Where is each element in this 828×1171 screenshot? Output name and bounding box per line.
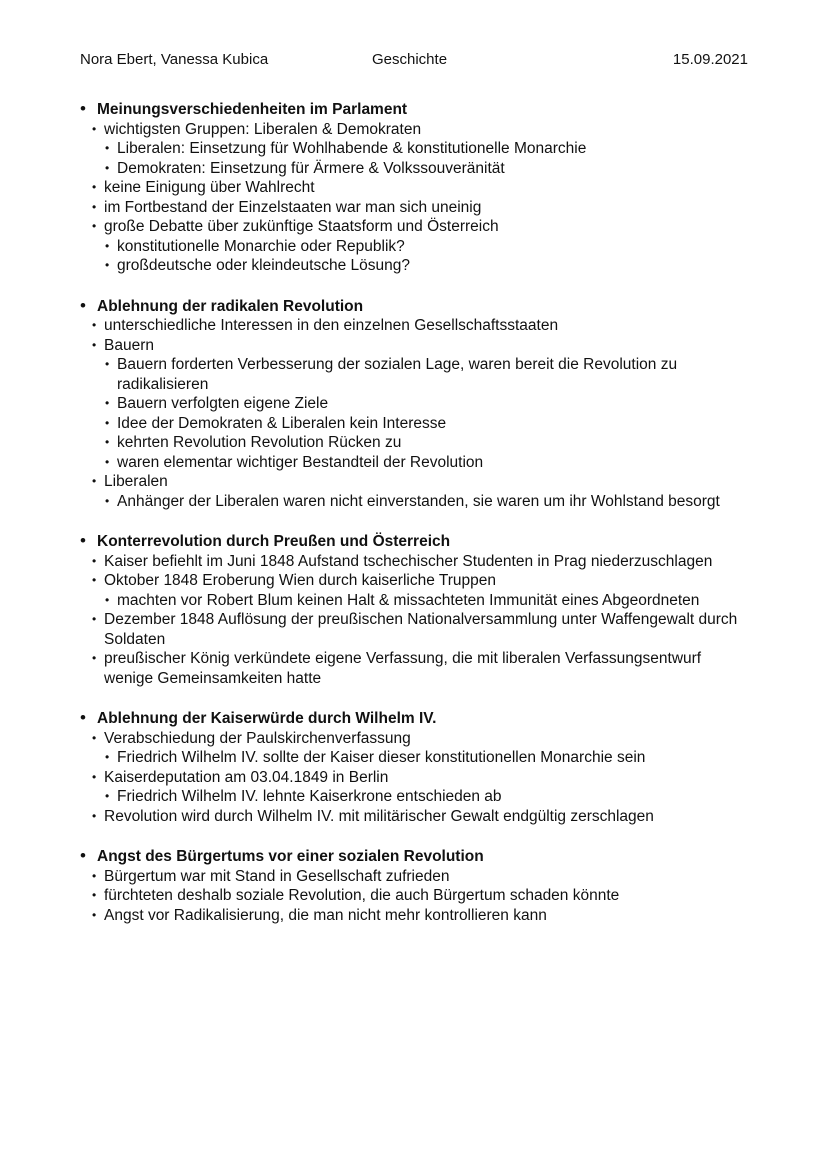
bullet-item: • im Fortbestand der Einzelstaaten war man sich uneinig bbox=[80, 198, 750, 218]
bullet-item: • Liberalen bbox=[80, 472, 750, 492]
sub-bullet-item: • Demokraten: Einsetzung für Ärmere & Volkssouveränität bbox=[80, 159, 750, 179]
sub-bullet-item: • Idee der Demokraten & Liberalen kein Interesse bbox=[80, 414, 750, 434]
bullet-item: • Bauern bbox=[80, 336, 750, 356]
bullet-item: • Verabschiedung der Paulskirchenverfassung bbox=[80, 729, 750, 749]
authors: Nora Ebert, Vanessa Kubica bbox=[80, 51, 269, 68]
bullet-item: • Bürgertum war mit Stand in Gesellschaft zufrieden bbox=[80, 867, 750, 887]
sub-bullet-item: • konstitutionelle Monarchie oder Republik? bbox=[80, 237, 750, 257]
sub-bullet-item: • Bauern verfolgten eigene Ziele bbox=[80, 394, 750, 414]
subject: Geschichte bbox=[372, 51, 448, 68]
bullet-item: • Oktober 1848 Eroberung Wien durch kaiserliche Truppen bbox=[80, 571, 750, 591]
bullet-item: • unterschiedliche Interessen in den einzelnen Gesellschaftsstaaten bbox=[80, 316, 750, 336]
sub-bullet-item: • Liberalen: Einsetzung für Wohlhabende & konstitutionelle Monarchie bbox=[80, 139, 750, 159]
bullet-item: • keine Einigung über Wahlrecht bbox=[80, 178, 750, 198]
bullet-item: • preußischer König verkündete eigene Verfassung, die mit liberalen Verfassungsentwurf wenige Gemeinsamkeiten hatte bbox=[80, 649, 750, 688]
section-title: • Angst des Bürgertums vor einer sozialen Revolution bbox=[80, 847, 750, 867]
section bbox=[80, 847, 750, 925]
page-header bbox=[80, 50, 748, 70]
bullet-item: • Angst vor Radikalisierung, die man nicht mehr kontrollieren kann bbox=[80, 906, 750, 926]
bullet-item: • wichtigsten Gruppen: Liberalen & Demokraten bbox=[80, 120, 750, 140]
bullet-item: • Dezember 1848 Auflösung der preußischen Nationalversammlung unter Waffengewalt durch Soldaten bbox=[80, 610, 750, 649]
sub-bullet-item: • Bauern forderten Verbesserung der sozialen Lage, waren bereit die Revolution zu radikalisieren bbox=[80, 355, 750, 394]
bullet-item: • Kaiser befiehlt im Juni 1848 Aufstand tschechischer Studenten in Prag niederzuschlagen bbox=[80, 552, 750, 572]
notes-content bbox=[80, 100, 750, 946]
bullet-list bbox=[80, 867, 750, 926]
section-title: • Konterrevolution durch Preußen und Österreich bbox=[80, 532, 750, 552]
section-title: • Ablehnung der Kaiserwürde durch Wilhelm IV. bbox=[80, 709, 750, 729]
sub-bullet-item: • machten vor Robert Blum keinen Halt & missachteten Immunität eines Abgeordneten bbox=[80, 591, 750, 611]
bullet-list bbox=[80, 729, 750, 827]
sub-bullet-item: • Friedrich Wilhelm IV. sollte der Kaiser dieser konstitutionellen Monarchie sein bbox=[80, 748, 750, 768]
section bbox=[80, 532, 750, 688]
sub-bullet-item: • waren elementar wichtiger Bestandteil der Revolution bbox=[80, 453, 750, 473]
bullet-item: • große Debatte über zukünftige Staatsform und Österreich bbox=[80, 217, 750, 237]
sub-bullet-item: • Friedrich Wilhelm IV. lehnte Kaiserkrone entschieden ab bbox=[80, 787, 750, 807]
section-title: • Meinungsverschiedenheiten im Parlament bbox=[80, 100, 750, 120]
section bbox=[80, 709, 750, 826]
date: 15.09.2021 bbox=[672, 51, 748, 68]
bullet-list bbox=[80, 316, 750, 511]
bullet-item: • Kaiserdeputation am 03.04.1849 in Berlin bbox=[80, 768, 750, 788]
sub-bullet-item: • großdeutsche oder kleindeutsche Lösung? bbox=[80, 256, 750, 276]
section bbox=[80, 100, 750, 276]
bullet-list bbox=[80, 120, 750, 276]
sub-bullet-item: • kehrten Revolution Revolution Rücken zu bbox=[80, 433, 750, 453]
section-title: • Ablehnung der radikalen Revolution bbox=[80, 297, 750, 317]
sub-bullet-item: • Anhänger der Liberalen waren nicht einverstanden, sie waren um ihr Wohlstand besorgt bbox=[80, 492, 750, 512]
bullet-item: • Revolution wird durch Wilhelm IV. mit militärischer Gewalt endgültig zerschlagen bbox=[80, 807, 750, 827]
bullet-item: • fürchteten deshalb soziale Revolution, die auch Bürgertum schaden könnte bbox=[80, 886, 750, 906]
section bbox=[80, 297, 750, 512]
bullet-list bbox=[80, 552, 750, 689]
